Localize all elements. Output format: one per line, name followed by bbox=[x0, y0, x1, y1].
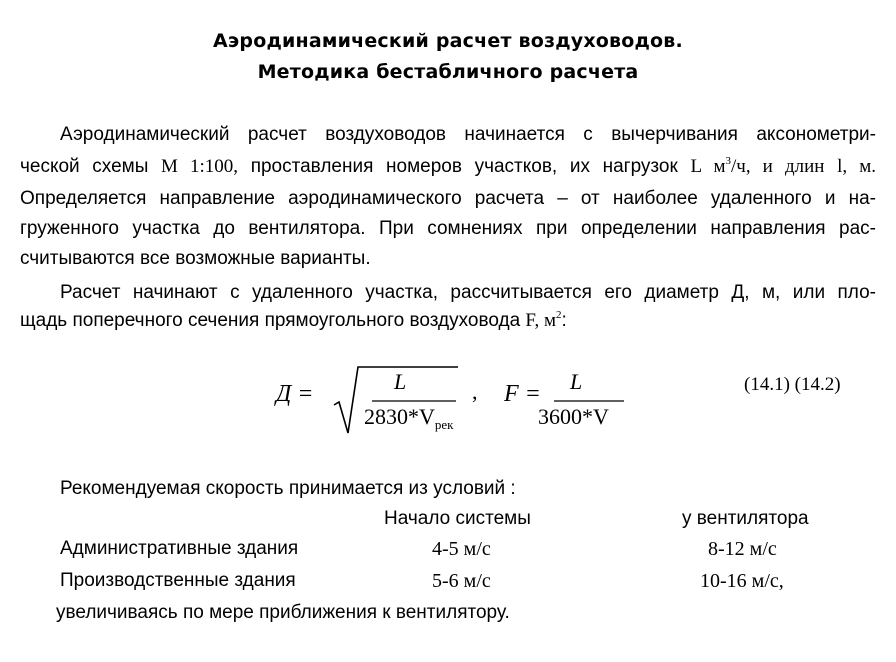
paragraph-1-line-5: считываются все возможные варианты. bbox=[20, 248, 371, 269]
text-area-exp: 2 bbox=[556, 309, 562, 321]
speeds-outro: увеличиваясь по мере приближения к вентилятору. bbox=[56, 602, 510, 623]
formula-d-denominator bbox=[364, 404, 453, 433]
column-header-fan: у вентилятора bbox=[682, 508, 809, 529]
paragraph-1-line-4: груженного участка до вентилятора. При сомнениях при определении направления рас- bbox=[20, 218, 876, 239]
formula bbox=[276, 355, 626, 445]
formula-f-denominator: 3600*V bbox=[538, 404, 609, 429]
page-title-line-1: Аэродинамический расчет воздуховодов. bbox=[213, 30, 683, 52]
formula-d-den-value: 2830*V bbox=[364, 404, 435, 429]
paragraph-2-line-1: Расчет начинают с удаленного участка, рассчитывается его диаметр Д, м, или пло- bbox=[60, 282, 876, 303]
formula-f-lhs: F = bbox=[504, 381, 541, 407]
text-numbers: проставления номеров участков, их нагрузок bbox=[250, 156, 678, 177]
speeds-intro: Рекомендуемая скорость принимается из условий : bbox=[60, 478, 516, 499]
text-area-unit: F, м bbox=[525, 310, 556, 331]
paragraph-1-line-1: Аэродинамический расчет воздуховодов начинается с вычерчивания аксонометри- bbox=[60, 124, 876, 145]
column-header-start: Начало системы bbox=[384, 508, 531, 529]
row-industrial-fan: 10-16 м/с, bbox=[700, 570, 784, 592]
row-admin-start: 4-5 м/с bbox=[432, 538, 491, 560]
paragraph-1-line-2 bbox=[20, 156, 876, 178]
text-load-per: /ч, и длин bbox=[730, 156, 825, 177]
row-industrial-start: 5-6 м/с bbox=[432, 570, 491, 592]
text-schema: ческой схемы bbox=[20, 156, 149, 177]
text-section: щадь поперечного сечения прямоугольного воздуховода bbox=[20, 310, 521, 331]
text-load-unit: L м bbox=[690, 156, 726, 177]
row-admin-label: Административные здания bbox=[60, 538, 299, 559]
formula-f-numerator: L bbox=[570, 369, 583, 394]
formula-separator: , bbox=[472, 379, 478, 404]
formula-d-subscript: рек bbox=[434, 417, 454, 432]
page-title-line-2: Методика бестабличного расчета bbox=[257, 61, 639, 83]
paragraph-1-line-3: Определяется направление аэродинамического расчета – от наиболее удаленного и на- bbox=[20, 188, 876, 209]
row-industrial-label: Производственные здания bbox=[60, 570, 296, 591]
equation-numbers: (14.1) (14.2) bbox=[744, 374, 841, 395]
text-colon: : bbox=[561, 310, 567, 331]
formula-d-numerator: L bbox=[394, 369, 407, 394]
text-load bbox=[690, 156, 824, 177]
formula-d-lhs: Д = bbox=[276, 381, 314, 407]
text-load-exp: 3 bbox=[725, 155, 731, 167]
text-length: l, м. bbox=[837, 156, 876, 177]
text-scale: М 1:100, bbox=[161, 156, 239, 177]
paragraph-2-line-2 bbox=[20, 310, 567, 332]
text-area bbox=[525, 310, 561, 331]
row-admin-fan: 8-12 м/с bbox=[708, 538, 777, 560]
